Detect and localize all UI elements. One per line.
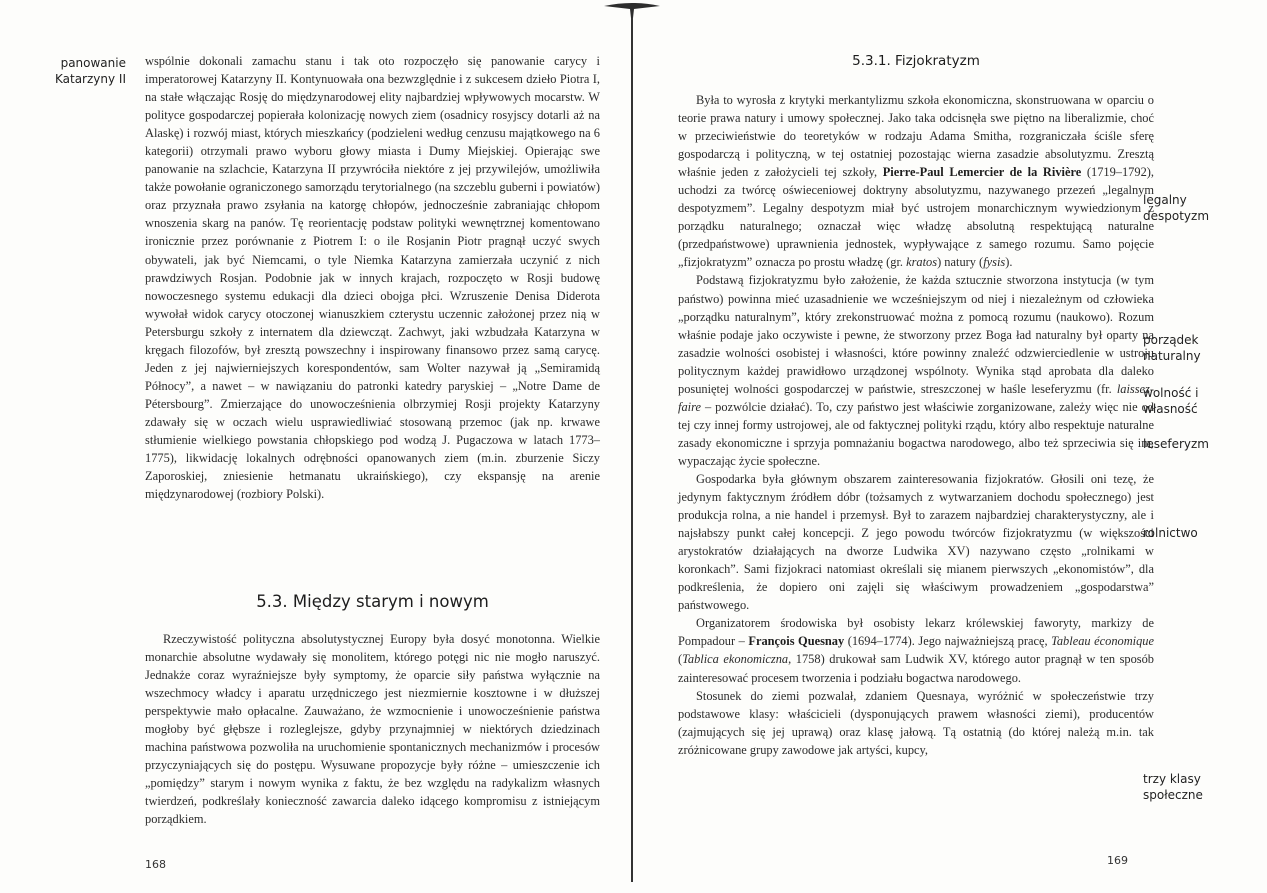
paragraph-text: Rzeczywistość polityczna absolutystycznej Europy była dosyć monotonna. Wielkie monarchie absolutne wydawały się monolitem, którego potęgi nic nie mogło naruszyć. Jednakże coraz wyraźniejsze były symptomy, że oparcie siły państwa wyłącznie na wszechmocy władcy i aparatu urzędniczego jest niezmiernie kosztowne i w dłuższej perspektywie mało opłacalne. Zauważano, że wzmocnienie i unowocześnienie państwa mogłoby być głębsze i rozleglejsze, gdyby przynajmniej w niektórych dziedzinach machina państwowa pozwoliła na uruchomienie spontanicznych mechanizmów i procesów przyczyniających się do postępu. Wysuwane propozycje były różne – umieszczenie ich „pomiędzy” starym i nowym wynika z faktu, że bez względu na radykalizm własnych twierdzeń, podkreślały konieczność zawarcia daleko idącego kompromisu z istniejącym porządkiem. (145, 632, 600, 827)
paragraph-3: Gospodarka była głównym obszarem zainteresowania fizjokratów. Głosili oni tezę, że jedynym faktycznym źródłem dóbr (tożsamych z wytwarzaniem dochodu społecznego) jest produkcja rolna, a nie handel i przemysł. Był to zarazem najbardziej charakterystyczny, ale i najsłabszy punkt całej koncepcji. Z jego powodu twórców fizjokratyzmu (w większości arystokratów działających na dworze Ludwika XV) nazywano często „rolnikami w koronkach”. Sami fizjokraci natomiast określali się mianem pierwszych „ekonomistów”, dla podkreślenia, że dopiero oni zajęli się właściwym prowadzeniem „gospodarstwa” państwowego. (678, 471, 1154, 613)
right-body (678, 91, 1154, 759)
margin-note-legalny-despotyzm: legalny despotyzm (1143, 193, 1210, 223)
paragraph-2: Podstawą fizjokratyzmu było założenie, że każda sztucznie stworzona instytucja (w tym państwo) powinna mieć uzasadnienie we wcześniejszym od niej i niezależnym od człowieka „porządku naturalnym”, który zrekonstruować można z pomocą rozumu (naukowo). Rozum właśnie podaje jako oczywiste i pewne, że stworzony przez Boga ład naturalny był oparty na zasadzie wolności osobistej i własności, które powinny znaleźć odzwierciedlenie w ustroju politycznym każdej prawidłowo urządzonej wspólnoty. Wynika stąd aprobata dla daleko posuniętej wolności gospodarczej w państwie, streszczonej w haśle leseferyzmu (fr. laissez-faire – pozwólcie działać). To, czy państwo jest właściwie zorganizowane, zależy więc nie od tej czy innej formy ustrojowej, ale od faktycznej polityki rządu, który albo respektuje naturalne zasady ekonomiczne i sprzyja pomnażaniu bogactwa narodowego, albo też sprzeciwia się im, wypaczając życie społeczne. (678, 273, 1154, 468)
left-paragraph-2 (145, 630, 600, 829)
subsection-heading-5-3-1: 5.3.1. Fizjokratyzm (852, 53, 980, 69)
paragraph-5: Stosunek do ziemi pozwalał, zdaniem Quesnaya, wyróżnić w społeczeństwie trzy podstawowe klasy: właścicieli (dysponujących prawem własności ziemi), producentów (zajmujących się jej uprawą) oraz klasę jałową. Tą ostatnią (do której należą m.in. tak zróżnicowane grupy zawodowe jak artyści, kupcy, (678, 688, 1154, 757)
paragraph-4: Organizatorem środowiska był osobisty lekarz królewskiej faworyty, markizy de Pompadour – François Quesnay (1694–1774). Jego najważniejszą pracę, Tableau économique (Tablica ekonomiczna, 1758) drukował sam Ludwik XV, którego autor pragnął w ten sposób zainteresować procesem tworzenia i podziału bogactwa narodowego. (678, 616, 1155, 685)
paragraph-1: Była to wyrosła z krytyki merkantylizmu szkoła ekonomiczna, skonstruowana w oparciu o teorie prawa natury i umowy społecznej. Jako taka odcisnęła swe piętno na liberalizmie, choć w przeciwieństwie do teoretyków w rodzaju Adama Smitha, rozgraniczała ściśle sferę gospodarczą i polityczną, w tej ostatniej pozostając wierna zasadzie absolutyzmu. Zresztą właśnie jeden z założycieli tej szkoły, Pierre-Paul Lemercier de la Rivière (1719–1792), uchodzi za twórcę oświeceniowej doktryny absolutyzmu, nazywanego przezeń „legalnym despotyzmem”. Legalny despotyzm miał być ustrojem monarchicznym wywiedzionym z porządku naturalnego; oznaczał więc władzę absolutną respektującą naturalne (przedpaństwowe) uprawnienia jednostek, wypływające z samego rozumu. Samo pojęcie „fizjokratyzm” oznacza po prostu władzę (gr. kratos) natury (fysis). (678, 93, 1154, 270)
left-page (0, 0, 633, 893)
person-name: François Quesnay (748, 634, 845, 649)
person-name: Pierre-Paul Lemercier de la Rivière (882, 165, 1082, 180)
margin-note-leseferyzm: leseferyzm (1143, 437, 1209, 451)
section-heading-5-3: 5.3. Między starym i nowym (256, 592, 489, 611)
margin-note-wolnosc-wlasnosc: wolność i własność (1143, 386, 1199, 416)
page-number-left: 168 (145, 858, 166, 871)
margin-note-panowanie: panowanie Katarzyny II (54, 56, 126, 86)
page-number-right: 169 (1107, 854, 1128, 867)
paragraph-text: wspólnie dokonali zamachu stanu i tak oto rozpoczęło się panowanie carycy i imperatorowej Katarzyny II. Kontynuowała ona bezwzględnie i z sukcesem dzieło Piotra I, na stałe włączając Rosję do międzynarodowej elity najbardziej wpływowych mocarstw. W polityce gospodarczej popierała kolonizację nowych ziem (osadnicy rosyjscy dotarli aż na Alaskę) i rozwój miast, których mieszkańcy (podzieleni według cenzusu majątkowego na 6 kategorii) otrzymali prawo wyboru głowy miasta i Dumy Miejskiej. Opierając swe panowanie na szlachcie, Katarzyna II przywróciła niektóre z jej przywilejów, umożliwiła także powołanie ograniczonego samorządu terytorialnego (na szczeblu guberni i powiatów) oraz przyznała prawo zsyłania na katorgę chłopów, jednocześnie zabraniając chłopom wnoszenia skarg na panów. Tę reorientację podstaw polityki wewnętrznej komentowano ironicznie przez porównanie z Piotrem I: o ile Rosjanin Piotr pragnął uczyć swych obywateli, jak być Niemcami, o tyle Niemka Katarzyna zamierzała uczynić z nich prawdziwych Rosjan. Podobnie jak w innych krajach, rozpoczęto w Rosji budowę nowoczesnego systemu edukacji dla dzieci obojga płci. Wzruszenie Denisa Diderota wywołał widok carycy otoczonej wianuszkiem czterystu uczennic założonej przez nią w Petersburgu szkoły z internatem dla dziewcząt. Zachwyt, jaki wzbudzała Katarzyna w kręgach filozofów, był zresztą powszechny i inspirowany finansowo przez samą carycę. Jeden z jej najwierniejszych korespondentów, sam Wolter nazywał ją „Semiramidą Północy”, a nawet – w nawiązaniu do patronki katedry paryskiej – „Notre Dame de Pétersbourg”. Zmierzające do unowocześnienia olbrzymiej Rosji projekty Katarzyny zdawały się w oczach wielu usprawiedliwiać stosowaną przemoc (jak np. krwawe stłumienie wielkiego powstania chłopskiego pod wodzą J. Pugaczowa w latach 1773–1775), likwidację lokalnych odrębności opanowanych ziem (m.in. zburzenie Siczy Zaporoskiej, zniesienie hetmanatu ukraińskiego), czy ekspansję na arenie międzynarodowej (rozbiory Polski). (145, 54, 600, 502)
margin-note-rolnictwo: rolnictwo (1143, 526, 1198, 540)
right-page (633, 0, 1267, 893)
left-paragraph-1 (145, 52, 600, 503)
margin-note-trzy-klasy: trzy klasy społeczne (1143, 772, 1203, 802)
margin-note-porzadek-naturalny: porządek naturalny (1143, 333, 1201, 363)
